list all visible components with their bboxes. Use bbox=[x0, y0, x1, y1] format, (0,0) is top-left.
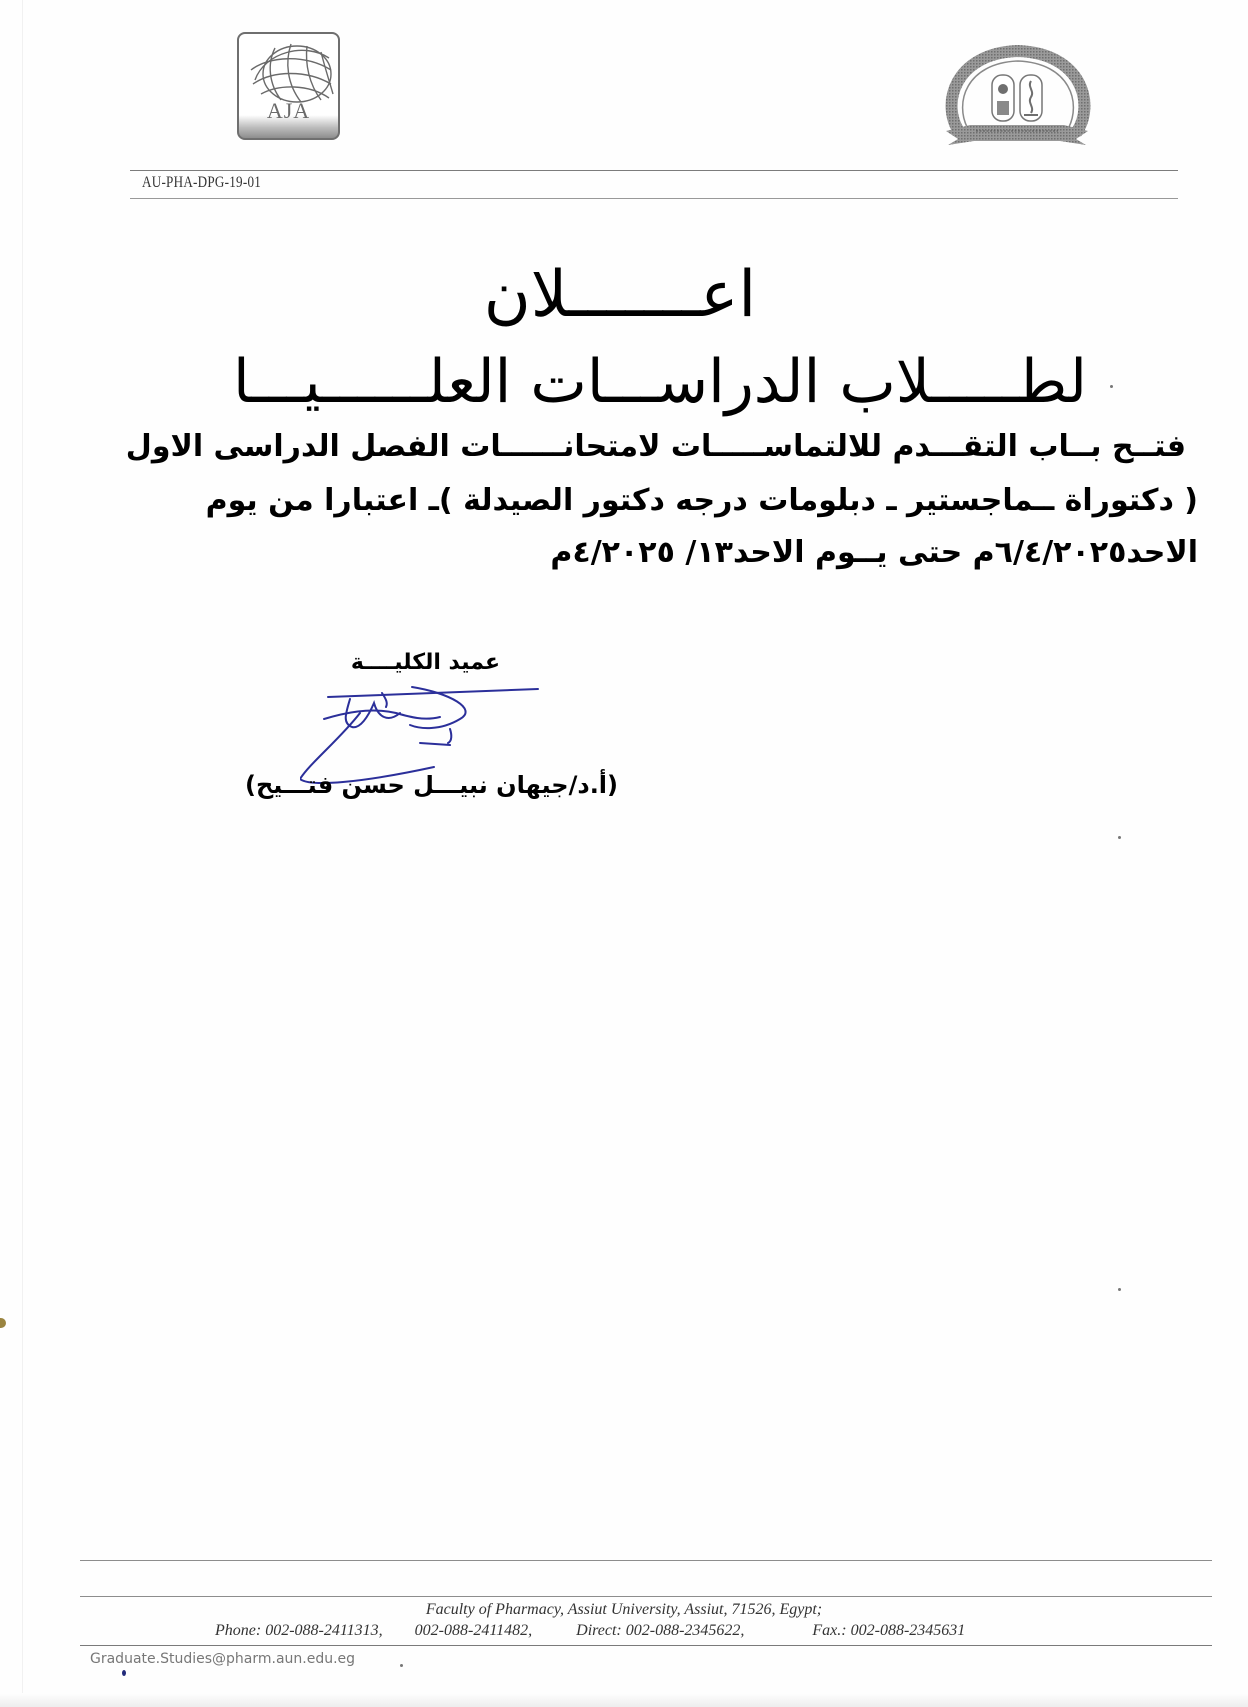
university-seal-icon bbox=[940, 45, 1095, 150]
scan-mark bbox=[0, 1318, 6, 1328]
scan-speck bbox=[1118, 836, 1121, 839]
footer-rule-1 bbox=[80, 1560, 1212, 1561]
scan-speck bbox=[1118, 1288, 1121, 1291]
header-rule-bottom bbox=[130, 198, 1178, 199]
globe-icon bbox=[245, 40, 335, 104]
footer-phones bbox=[215, 1622, 965, 1640]
footer-email-link[interactable]: Graduate.Studies@pharm.aun.edu.eg bbox=[90, 1651, 356, 1667]
footer-phone-1: Phone: 002-088-2411313, bbox=[215, 1622, 383, 1639]
footer-address: Faculty of Pharmacy, Assiut University, Assiut, 71526, Egypt; bbox=[425, 1601, 823, 1618]
ink-speck bbox=[122, 1670, 126, 1676]
footer-rule-2 bbox=[80, 1596, 1212, 1597]
announcement-subtitle: لطـــــلاب الدراســـات العلــــــيـــا bbox=[232, 347, 1088, 417]
announcement-body-line-2: ( دكتوراة ــماجستير ـ دبلومات درجه دكتور الصيدلة )ـ اعتبارا من يوم bbox=[205, 483, 1198, 518]
dean-name: (أ.د/جيهان نبيـــل حسن فتـــيح) bbox=[244, 771, 618, 799]
footer-fax: Fax.: 002-088-2345631 bbox=[812, 1622, 966, 1639]
document-code: AU-PHA-DPG-19-01 bbox=[142, 174, 262, 191]
scan-speck bbox=[1110, 385, 1113, 388]
scan-bottom-edge bbox=[0, 1693, 1248, 1707]
aja-logo bbox=[237, 32, 340, 140]
header-rule-top bbox=[130, 170, 1178, 171]
footer-direct-phone: Direct: 002-088-2345622, bbox=[576, 1622, 745, 1639]
scan-edge bbox=[22, 0, 23, 1707]
dean-title: عميد الكليــــة bbox=[350, 650, 500, 675]
footer-rule-3 bbox=[80, 1645, 1212, 1646]
aja-logo-text: AJA bbox=[266, 98, 311, 123]
announcement-body-line-1: فتــح بــاب التقـــدم للالتماســـــات لامتحانــــــات الفصل الدراسى الاول bbox=[125, 429, 1186, 464]
footer-phone-2: 002-088-2411482, bbox=[414, 1622, 533, 1639]
scan-speck bbox=[400, 1664, 403, 1667]
announcement-title: اعـــــــلان bbox=[483, 258, 757, 332]
announcement-body-line-3: الاحد٦/٤/٢٠٢٥م حتى يــوم الاحد١٣/ ٤/٢٠٢٥م bbox=[550, 535, 1198, 570]
